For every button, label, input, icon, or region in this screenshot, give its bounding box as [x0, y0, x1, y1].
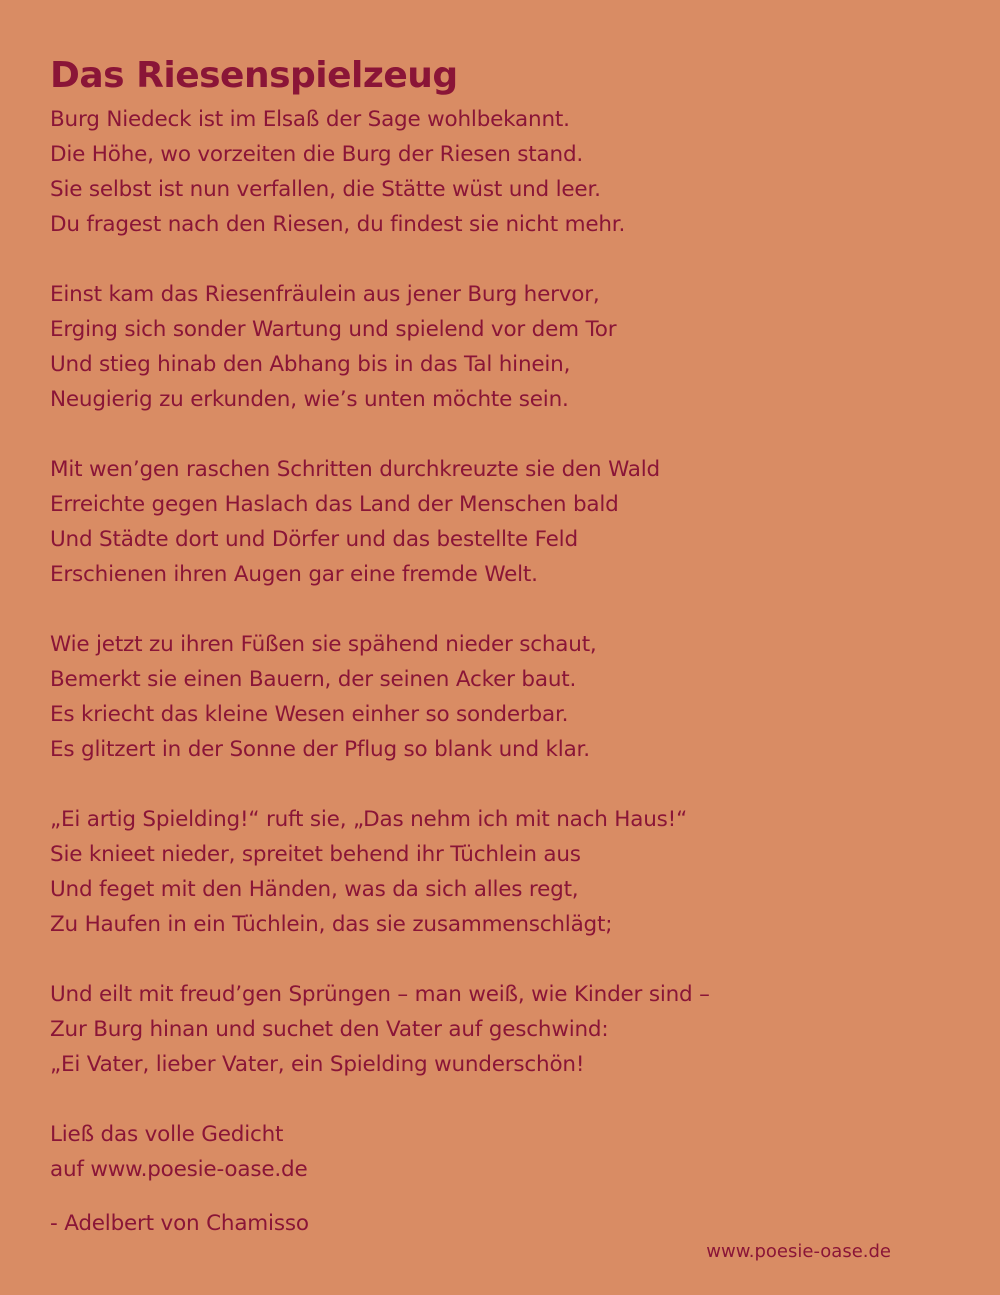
- poem-stanzas: [50, 102, 950, 1082]
- stanza-4: [50, 627, 950, 767]
- poem-line: Sie selbst ist nun verfallen, die Stätte wüst und leer.: [50, 177, 601, 202]
- full-poem-note: [50, 1117, 950, 1187]
- poem-line: Die Höhe, wo vorzeiten die Burg der Riesen stand.: [50, 142, 584, 167]
- full-poem-note-line: Ließ das volle Gedicht: [50, 1122, 284, 1147]
- poem-line: Und Städte dort und Dörfer und das bestellte Feld: [50, 527, 578, 552]
- poem-line: Mit wen’gen raschen Schritten durchkreuzte sie den Wald: [50, 457, 660, 482]
- poem-line: Es kriecht das kleine Wesen einher so sonderbar.: [50, 702, 569, 727]
- poem-line: Zu Haufen in ein Tüchlein, das sie zusammenschlägt;: [50, 912, 613, 937]
- poem-line: Zur Burg hinan und suchet den Vater auf geschwind:: [50, 1017, 609, 1042]
- poem-line: Burg Niedeck ist im Elsaß der Sage wohlbekannt.: [50, 107, 570, 132]
- poem-line: Erreichte gegen Haslach das Land der Menschen bald: [50, 492, 619, 517]
- poem-line: Einst kam das Riesenfräulein aus jener Burg hervor,: [50, 282, 600, 307]
- poem-line: Und stieg hinab den Abhang bis in das Tal hinein,: [50, 352, 571, 377]
- author-credit: - Adelbert von Chamisso: [50, 1211, 309, 1236]
- poem-line: Bemerkt sie einen Bauern, der seinen Acker baut.: [50, 667, 577, 692]
- stanza-1: [50, 102, 950, 242]
- poem-line: Neugierig zu erkunden, wie’s unten möchte sein.: [50, 387, 569, 412]
- poem-line: Und feget mit den Händen, was da sich alles regt,: [50, 877, 579, 902]
- poem-line: Du fragest nach den Riesen, du findest sie nicht mehr.: [50, 212, 626, 237]
- poem-line: „Ei Vater, lieber Vater, ein Spielding wunderschön!: [50, 1052, 585, 1077]
- poem-line: „Ei artig Spielding!“ ruft sie, „Das nehm ich mit nach Haus!“: [50, 807, 688, 832]
- poem-title: Das Riesenspielzeug: [50, 55, 458, 96]
- stanza-5: [50, 802, 950, 942]
- poem-line: Es glitzert in der Sonne der Pflug so blank und klar.: [50, 737, 590, 762]
- poem-line: Wie jetzt zu ihren Füßen sie spähend nieder schaut,: [50, 632, 597, 657]
- poem-card: [50, 50, 950, 1241]
- poem-line: Und eilt mit freud’gen Sprüngen – man weiß, wie Kinder sind –: [50, 982, 710, 1007]
- poem-line: Erschienen ihren Augen gar eine fremde Welt.: [50, 562, 538, 587]
- footer-website-url: www.poesie-oase.de: [706, 1241, 891, 1262]
- stanza-3: [50, 452, 950, 592]
- poem-line: Sie knieet nieder, spreitet behend ihr Tüchlein aus: [50, 842, 581, 867]
- stanza-6: [50, 977, 950, 1082]
- full-poem-note-url: auf www.poesie-oase.de: [50, 1157, 308, 1182]
- poem-line: Erging sich sonder Wartung und spielend vor dem Tor: [50, 317, 617, 342]
- stanza-2: [50, 277, 950, 417]
